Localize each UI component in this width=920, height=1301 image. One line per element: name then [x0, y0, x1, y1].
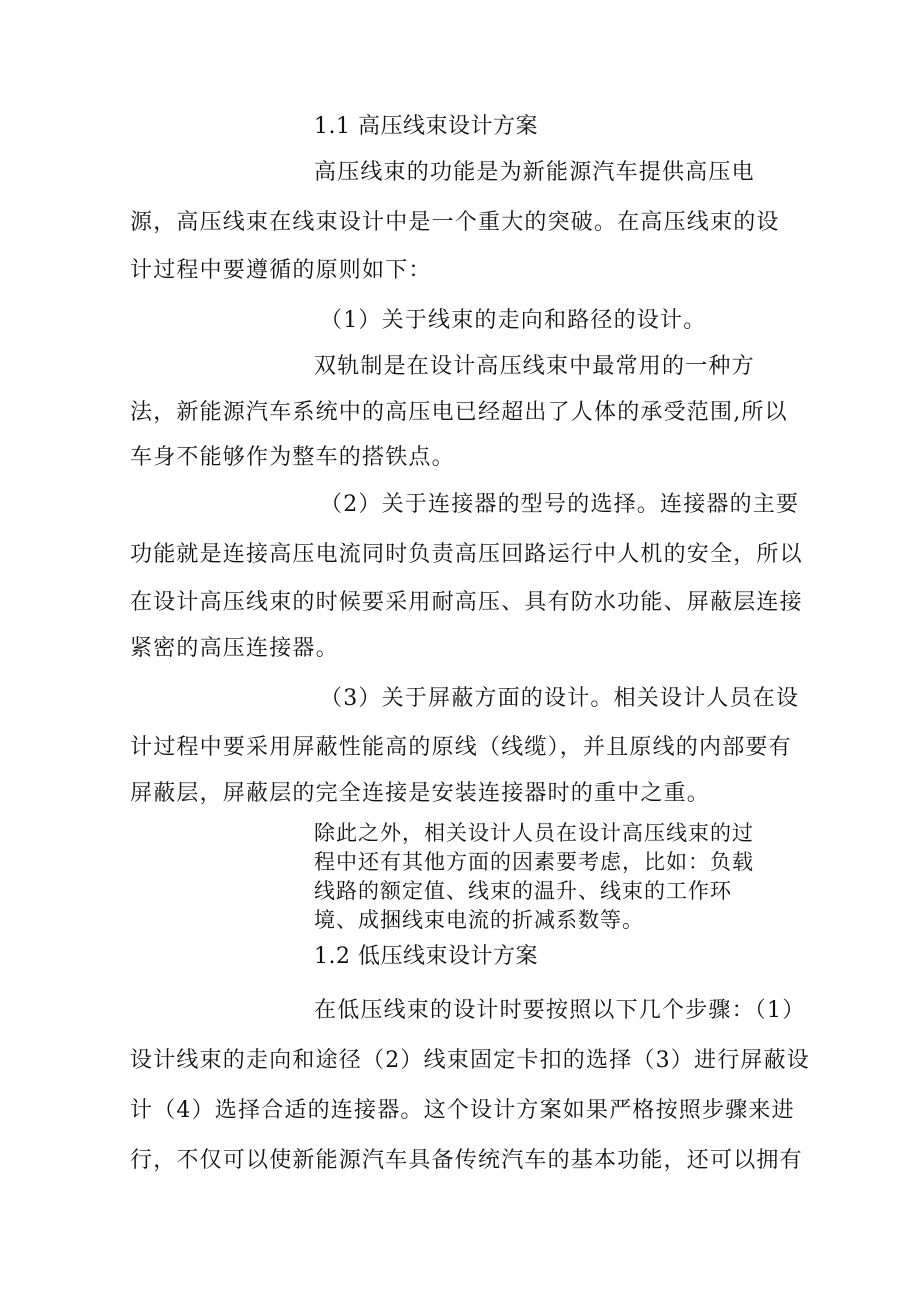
paragraph-line: 除此之外，相关设计人员在设计高压线束的过 — [314, 821, 754, 845]
paragraph-line: （3）关于屏蔽方面的设计。相关设计人员在设 — [320, 686, 800, 711]
paragraph-line: 功能就是连接高压电流同时负责高压回路运行中人机的安全，所以 — [130, 542, 803, 567]
paragraph-line: 在低压线束的设计时要按照以下几个步骤：（1） — [314, 998, 806, 1023]
paragraph-line: 设计线束的走向和途径（2）线束固定卡扣的选择（3）进行屏蔽设 — [130, 1048, 810, 1073]
paragraph-line: 紧密的高压连接器。 — [130, 636, 339, 661]
section-heading-1-1: 1.1 高压线束设计方案 — [314, 114, 538, 139]
paragraph-line: 车身不能够作为整车的搭铁点。 — [130, 445, 455, 470]
paragraph-line: 双轨制是在设计高压线束中最常用的一种方 — [314, 354, 755, 379]
paragraph-line: （2）关于连接器的型号的选择。连接器的主要 — [320, 492, 800, 517]
paragraph-line: 高压线束的功能是为新能源汽车提供高压电 — [314, 160, 755, 185]
paragraph-line: 计（4）选择合适的连接器。这个设计方案如果严格按照步骤来进 — [130, 1098, 795, 1123]
paragraph-line: （1）关于线束的走向和路径的设计。 — [320, 308, 707, 333]
paragraph-line: 法，新能源汽车系统中的高压电已经超出了人体的承受范围,所以 — [130, 400, 788, 425]
section-heading-1-2: 1.2 低压线束设计方案 — [314, 944, 538, 969]
paragraph-line: 在设计高压线束的时候要采用耐高压、具有防水功能、屏蔽层连接 — [130, 590, 803, 615]
paragraph-line: 源，高压线束在线束设计中是一个重大的突破。在高压线束的设 — [130, 210, 780, 235]
paragraph-line: 行，不仅可以使新能源汽车具备传统汽车的基本功能，还可以拥有 — [130, 1148, 803, 1173]
paragraph-line: 境、成捆线束电流的折减系数等。 — [314, 908, 644, 932]
paragraph-line: 计过程中要采用屏蔽性能高的原线（线缆），并且原线的内部要有 — [130, 735, 792, 760]
paragraph-line: 程中还有其他方面的因素要考虑，比如：负载 — [314, 850, 754, 874]
paragraph-line: 屏蔽层，屏蔽层的完全连接是安装连接器时的重中之重。 — [130, 781, 711, 806]
paragraph-line: 线路的额定值、线束的温升、线束的工作环 — [314, 879, 732, 903]
paragraph-line: 计过程中要遵循的原则如下： — [130, 258, 432, 283]
